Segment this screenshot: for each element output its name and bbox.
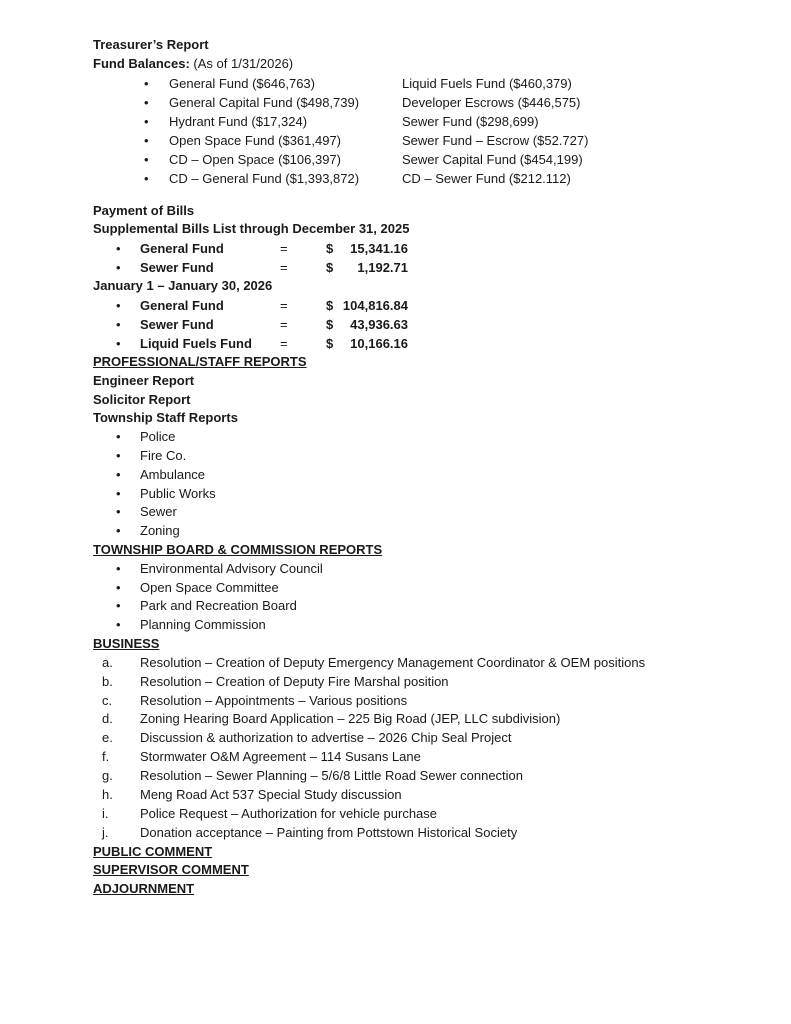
fund-row [93,93,733,112]
bullet-icon: • [144,151,149,167]
list-item [93,616,733,635]
staff-reports-list [93,428,733,541]
engineer-report-heading: Engineer Report [93,372,195,388]
bullet-icon: • [144,132,149,148]
item-letter: f. [102,749,110,765]
equals-sign: = [280,316,288,332]
currency-symbol: $ [326,297,334,313]
item-letter: e. [102,730,113,746]
bill-fund-name: General Fund [140,297,224,313]
list-item-text: Fire Co. [140,447,187,463]
bill-row [93,315,733,334]
bill-fund-name: Sewer Fund [140,260,214,276]
bill-row [93,258,733,277]
fund-balances-date: (As of 1/31/2026) [189,55,294,71]
list-item-text: Open Space Committee [140,579,279,595]
list-item-text: Ambulance [140,466,206,482]
business-heading: BUSINESS [93,635,160,651]
item-text: Stormwater O&M Agreement – 114 Susans Lane [140,749,421,765]
item-text: Resolution – Creation of Deputy Fire Marshal position [140,673,449,689]
equals-sign: = [280,241,288,257]
january-bills-heading: January 1 – January 30, 2026 [93,278,273,294]
equals-sign: = [280,260,288,276]
township-staff-reports-heading: Township Staff Reports [93,410,238,426]
supervisor-comment-heading: SUPERVISOR COMMENT [93,862,249,878]
item-text: Resolution – Creation of Deputy Emergency Management Coordinator & OEM positions [140,654,646,670]
item-letter: d. [102,711,113,727]
item-text: Zoning Hearing Board Application – 225 Big Road (JEP, LLC subdivision) [140,711,561,727]
business-list [93,654,733,843]
item-text: Meng Road Act 537 Special Study discussion [140,786,402,802]
item-letter: i. [102,805,109,821]
item-letter: h. [102,786,113,802]
item-text: Resolution – Sewer Planning – 5/6/8 Little Road Sewer connection [140,768,524,784]
bullet-icon: • [144,94,149,110]
agenda-page [93,36,733,899]
bullet-icon: • [116,485,121,501]
item-letter: j. [102,824,109,840]
fund-balance: CD – General Fund ($1,393,872) [169,170,360,186]
adjournment-heading: ADJOURNMENT [93,881,195,897]
bill-amount: 104,816.84 [342,297,408,313]
bullet-icon: • [116,316,121,332]
fund-row [93,131,733,150]
fund-balance: Sewer Fund – Escrow ($52.727) [402,132,589,148]
fund-balances-list [93,74,733,188]
bullet-icon: • [116,447,121,463]
bullet-icon: • [116,579,121,595]
business-item [93,805,733,824]
bullet-icon: • [116,297,121,313]
business-item [93,748,733,767]
bullet-icon: • [116,429,121,445]
item-text: Resolution – Appointments – Various positions [140,692,408,708]
business-item [93,729,733,748]
item-letter: g. [102,768,113,784]
list-item [93,579,733,598]
item-letter: b. [102,673,113,689]
fund-balance: Liquid Fuels Fund ($460,379) [402,75,572,91]
item-letter: c. [102,692,113,708]
fund-balance: Sewer Capital Fund ($454,199) [402,151,583,167]
fund-balance: CD – Open Space ($106,397) [169,151,341,167]
bill-fund-name: Sewer Fund [140,316,214,332]
fund-balance: General Capital Fund ($498,739) [169,94,360,110]
bullet-icon: • [116,466,121,482]
list-item-text: Environmental Advisory Council [140,560,323,576]
list-item [93,485,733,504]
currency-symbol: $ [326,260,334,276]
list-item [93,466,733,485]
fund-balance: General Fund ($646,763) [169,75,315,91]
professional-staff-reports-heading: PROFESSIONAL/STAFF REPORTS [93,353,307,369]
fund-balance: Hydrant Fund ($17,324) [169,113,308,129]
list-item-text: Planning Commission [140,617,266,633]
list-item [93,447,733,466]
business-item [93,824,733,843]
bill-row [93,334,733,353]
list-item [93,522,733,541]
item-text: Discussion & authorization to advertise – 2026 Chip Seal Project [140,730,512,746]
currency-symbol: $ [326,335,334,351]
list-item [93,503,733,522]
fund-balance: CD – Sewer Fund ($212.112) [402,170,571,186]
currency-symbol: $ [326,241,334,257]
fund-row [93,112,733,131]
list-item-text: Public Works [140,485,216,501]
fund-row [93,74,733,93]
bill-amount: 1,192.71 [357,260,408,276]
bullet-icon: • [116,260,121,276]
business-item [93,673,733,692]
item-text: Police Request – Authorization for vehicle purchase [140,805,438,821]
business-item [93,767,733,786]
item-text: Donation acceptance – Painting from Pottstown Historical Society [140,824,518,840]
bill-amount: 10,166.16 [350,335,408,351]
list-item [93,428,733,447]
bill-fund-name: Liquid Fuels Fund [140,335,252,351]
currency-symbol: $ [326,316,334,332]
bullet-icon: • [144,113,149,129]
bullet-icon: • [116,504,121,520]
bill-fund-name: General Fund [140,241,224,257]
bullet-icon: • [144,170,149,186]
bullet-icon: • [116,560,121,576]
bullet-icon: • [116,617,121,633]
fund-balances-line [93,55,733,74]
payment-of-bills-heading: Payment of Bills [93,202,195,218]
fund-balance: Open Space Fund ($361,497) [169,132,342,148]
treasurer-report-heading: Treasurer’s Report [93,37,209,52]
spacer [93,188,733,202]
bullet-icon: • [116,335,121,351]
supplemental-bills-heading: Supplemental Bills List through December 31, 2025 [93,221,410,237]
business-item [93,654,733,673]
board-reports-list [93,560,733,635]
list-item-text: Park and Recreation Board [140,598,297,614]
fund-row [93,150,733,169]
business-item [93,710,733,729]
business-item [93,692,733,711]
fund-balance: Developer Escrows ($446,575) [402,94,581,110]
bill-amount: 43,936.63 [350,316,408,332]
bill-row [93,239,733,258]
list-item [93,560,733,579]
bullet-icon: • [116,598,121,614]
equals-sign: = [280,297,288,313]
list-item-text: Police [140,429,176,445]
fund-balance: Sewer Fund ($298,699) [402,113,539,129]
bill-amount: 15,341.16 [350,241,408,257]
bullet-icon: • [144,75,149,91]
item-letter: a. [102,654,113,670]
bullet-icon: • [116,523,121,539]
equals-sign: = [280,335,288,351]
fund-row [93,169,733,188]
fund-balances-label: Fund Balances: [93,55,190,71]
public-comment-heading: PUBLIC COMMENT [93,843,213,859]
list-item-text: Zoning [140,523,180,539]
bill-row [93,296,733,315]
list-item [93,597,733,616]
business-item [93,786,733,805]
bullet-icon: • [116,241,121,257]
list-item-text: Sewer [140,504,177,520]
solicitor-report-heading: Solicitor Report [93,391,191,407]
board-commission-reports-heading: TOWNSHIP BOARD & COMMISSION REPORTS [93,541,383,557]
